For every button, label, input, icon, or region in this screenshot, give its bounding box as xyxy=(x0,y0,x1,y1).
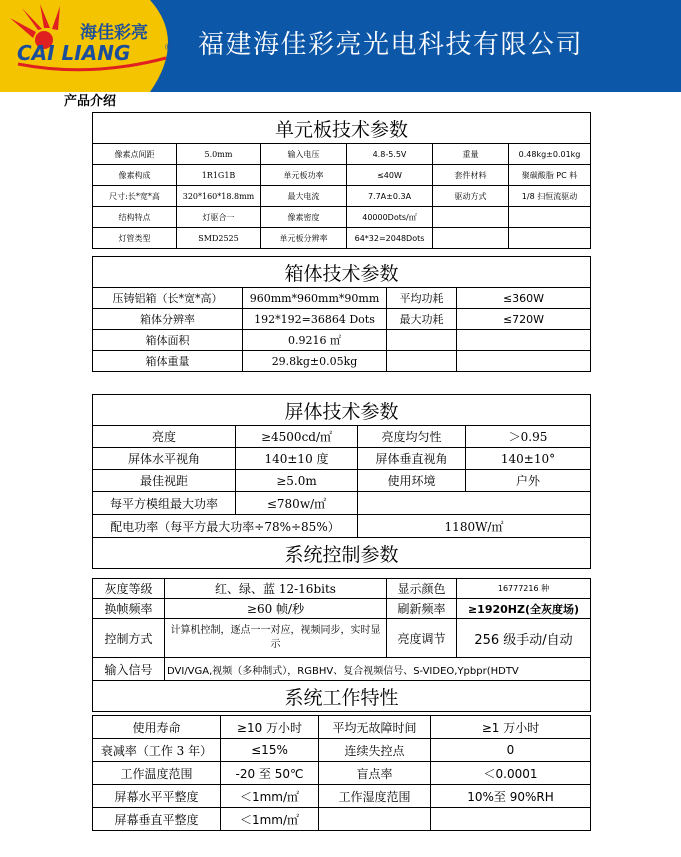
table-cell: 平均无故障时间 xyxy=(319,716,431,739)
table-cell: 4.8-5.5V xyxy=(347,144,433,165)
table-row xyxy=(93,808,591,831)
table-cell: 亮度 xyxy=(93,426,236,448)
table-cell: 屏体水平视角 xyxy=(93,448,236,470)
table-cell: 960mm*960mm*90mm xyxy=(243,288,387,309)
table-row xyxy=(93,228,591,249)
table-cell: 1/8 扫恒流驱动 xyxy=(509,186,591,207)
table-cell: ≤40W xyxy=(347,165,433,186)
input-signal-label: 输入信号 xyxy=(93,658,165,681)
work-title: 系统工作特性 xyxy=(93,681,591,712)
screen-table xyxy=(92,394,591,569)
refresh-value: ≥1920HZ(全灰度场) xyxy=(457,599,591,619)
dist-power-value: 1180W/㎡ xyxy=(358,515,591,538)
table-cell: 工作温度范围 xyxy=(93,762,221,785)
table-cell: 使用寿命 xyxy=(93,716,221,739)
table-cell: 屏体垂直视角 xyxy=(358,448,466,470)
frame-value: ≥60 帧/秒 xyxy=(165,599,387,619)
table-cell: 聚碳酸脂 PC 料 xyxy=(509,165,591,186)
table-cell: 192*192=36864 Dots xyxy=(243,309,387,330)
table-cell: 像素密度 xyxy=(261,207,347,228)
table-cell: 户外 xyxy=(466,470,591,492)
table-cell: 工作湿度范围 xyxy=(319,785,431,808)
svg-text:CAI LIANG: CAI LIANG xyxy=(17,41,131,65)
table-row xyxy=(93,351,591,372)
table-cell: ＜0.0001 xyxy=(431,762,591,785)
table-cell: 结构特点 xyxy=(93,207,177,228)
table-cell: 单元板功率 xyxy=(261,165,347,186)
color-label: 显示颜色 xyxy=(387,579,457,599)
brightness-label: 亮度调节 xyxy=(387,619,457,658)
table-cell: ≥10 万小时 xyxy=(221,716,319,739)
max-power-label: 每平方模组最大功率 xyxy=(93,492,236,515)
table-cell: 最大电流 xyxy=(261,186,347,207)
table-cell: 箱体面积 xyxy=(93,330,243,351)
table-cell: ≤360W xyxy=(457,288,591,309)
table-cell: 驱动方式 xyxy=(433,186,509,207)
table-row xyxy=(93,288,591,309)
table-cell: ＞0.95 xyxy=(466,426,591,448)
cabinet-title: 箱体技术参数 xyxy=(93,257,591,288)
table-row xyxy=(93,186,591,207)
table-row xyxy=(93,448,591,470)
table-cell xyxy=(457,330,591,351)
table-cell: 64*32=2048Dots xyxy=(347,228,433,249)
table-row xyxy=(93,762,591,785)
cabinet-table xyxy=(92,256,591,372)
table-row xyxy=(93,309,591,330)
table-cell: 输入电压 xyxy=(261,144,347,165)
table-cell: 0.48kg±0.01kg xyxy=(509,144,591,165)
company-logo xyxy=(0,0,184,92)
table-cell: ≤15% xyxy=(221,739,319,762)
color-value: 16777216 种 xyxy=(457,579,591,599)
control-table xyxy=(92,578,591,712)
max-power-value: ≤780w/㎡ xyxy=(236,492,358,515)
table-cell: 最佳视距 xyxy=(93,470,236,492)
svg-text:®: ® xyxy=(164,43,173,53)
screen-title: 屏体技术参数 xyxy=(93,395,591,426)
table-cell: 1R1G1B xyxy=(177,165,261,186)
frame-label: 换帧频率 xyxy=(93,599,165,619)
table-cell xyxy=(509,228,591,249)
table-cell: 5.0mm xyxy=(177,144,261,165)
table-cell: 灯驱合一 xyxy=(177,207,261,228)
table-cell: -20 至 50℃ xyxy=(221,762,319,785)
table-cell: ≥4500cd/㎡ xyxy=(236,426,358,448)
table-cell: 尺寸:长*宽*高 xyxy=(93,186,177,207)
table-row xyxy=(93,716,591,739)
table-cell: 连续失控点 xyxy=(319,739,431,762)
table-cell: 单元板分辨率 xyxy=(261,228,347,249)
table-cell xyxy=(387,330,457,351)
table-cell: 0 xyxy=(431,739,591,762)
table-cell: 衰减率（工作 3 年） xyxy=(93,739,221,762)
table-cell: 像素点间距 xyxy=(93,144,177,165)
table-cell: 盲点率 xyxy=(319,762,431,785)
table-cell: 40000Dots/㎡ xyxy=(347,207,433,228)
dist-power-label: 配电功率（每平方最大功率÷78%÷85%） xyxy=(93,515,358,538)
table-cell: 平均功耗 xyxy=(387,288,457,309)
table-cell: 屏幕水平平整度 xyxy=(93,785,221,808)
table-cell: 10%至 90%RH xyxy=(431,785,591,808)
gray-value: 红、绿、蓝 12-16bits xyxy=(165,579,387,599)
refresh-label: 刷新频率 xyxy=(387,599,457,619)
table-row xyxy=(93,207,591,228)
table-row xyxy=(93,165,591,186)
table-cell: 0.9216 ㎡ xyxy=(243,330,387,351)
header-banner xyxy=(0,0,681,92)
table-cell xyxy=(433,228,509,249)
table-cell: 7.7A±0.3A xyxy=(347,186,433,207)
control-title: 系统控制参数 xyxy=(93,538,591,569)
table-cell: ＜1mm/㎡ xyxy=(221,785,319,808)
company-name: 福建海佳彩亮光电科技有限公司 xyxy=(198,30,584,60)
table-row xyxy=(93,144,591,165)
unit-board-table xyxy=(92,112,591,249)
table-row xyxy=(93,470,591,492)
table-row xyxy=(93,785,591,808)
empty-cell xyxy=(358,492,591,515)
table-cell: 320*160*18.8mm xyxy=(177,186,261,207)
table-cell: ≥1 万小时 xyxy=(431,716,591,739)
table-cell: SMD2525 xyxy=(177,228,261,249)
table-cell: 亮度均匀性 xyxy=(358,426,466,448)
work-table xyxy=(92,715,591,831)
control-mode-value: 计算机控制，逐点一一对应，视频同步，实时显示 xyxy=(165,619,387,658)
table-cell: 29.8kg±0.05kg xyxy=(243,351,387,372)
table-cell: 最大功耗 xyxy=(387,309,457,330)
table-cell: 重量 xyxy=(433,144,509,165)
table-cell xyxy=(319,808,431,831)
table-cell xyxy=(509,207,591,228)
table-cell: 压铸铝箱（长*宽*高） xyxy=(93,288,243,309)
table-cell: 灯管类型 xyxy=(93,228,177,249)
table-cell xyxy=(431,808,591,831)
table-cell: 像素构成 xyxy=(93,165,177,186)
table-row xyxy=(93,330,591,351)
table-cell xyxy=(387,351,457,372)
table-cell: 140±10° xyxy=(466,448,591,470)
table-cell: ≥5.0m xyxy=(236,470,358,492)
gray-label: 灰度等级 xyxy=(93,579,165,599)
table-cell: ＜1mm/㎡ xyxy=(221,808,319,831)
table-cell: 使用环境 xyxy=(358,470,466,492)
table-cell: 屏幕垂直平整度 xyxy=(93,808,221,831)
brightness-value: 256 级手动/自动 xyxy=(457,619,591,658)
table-cell: 箱体分辨率 xyxy=(93,309,243,330)
input-signal-value: DVI/VGA,视频（多种制式），RGBHV、复合视频信号、S-VIDEO,Ypbpr(HDTV xyxy=(165,658,591,681)
section-heading: 产品介绍 xyxy=(64,94,117,109)
table-cell: 箱体重量 xyxy=(93,351,243,372)
table-cell xyxy=(433,207,509,228)
table-cell xyxy=(457,351,591,372)
table-cell: 140±10 度 xyxy=(236,448,358,470)
svg-text:海佳彩亮: 海佳彩亮 xyxy=(80,23,148,43)
table-row xyxy=(93,426,591,448)
table-cell: 套件材料 xyxy=(433,165,509,186)
table-cell: ≤720W xyxy=(457,309,591,330)
control-mode-label: 控制方式 xyxy=(93,619,165,658)
table-row xyxy=(93,739,591,762)
unit-board-title: 单元板技术参数 xyxy=(93,113,591,144)
